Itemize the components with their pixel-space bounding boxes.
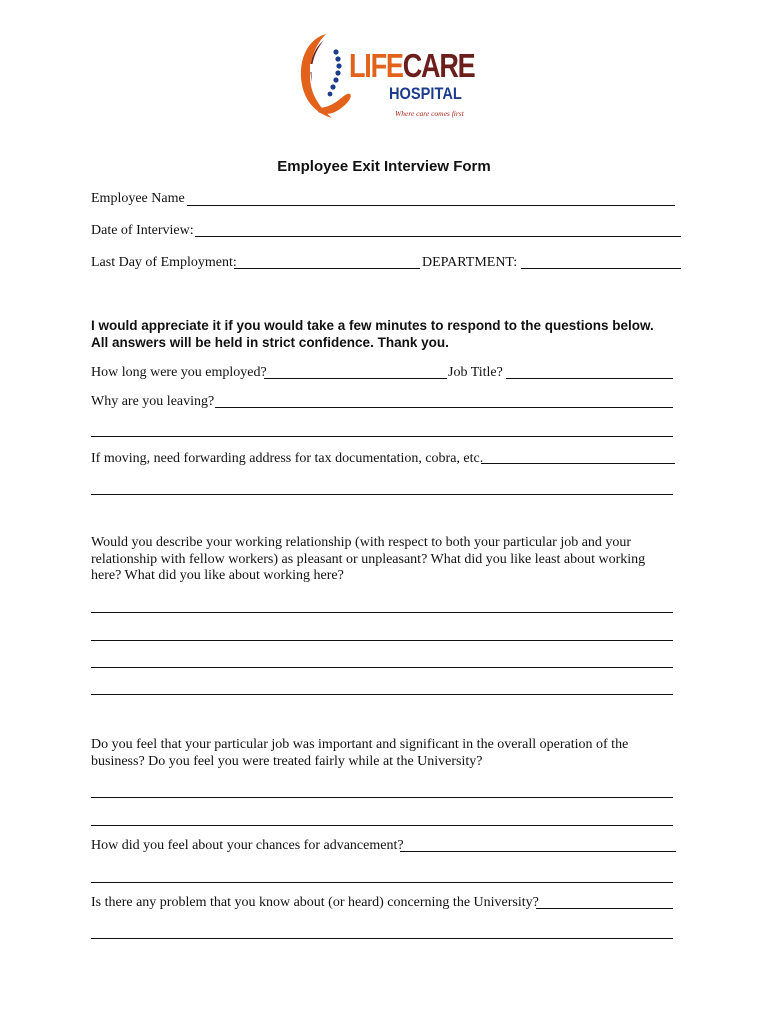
medical-cross-hand-icon <box>296 30 356 122</box>
advancement-answer-line[interactable] <box>91 882 673 883</box>
department-label: DEPARTMENT: <box>422 255 518 270</box>
logo-wordmark-part2: CARE <box>402 47 475 84</box>
logo-tagline: Where care comes first <box>395 109 464 118</box>
date-of-interview-field[interactable] <box>195 236 681 237</box>
logo-wordmark-part1: LIFE <box>349 47 403 84</box>
advancement-label: How did you feel about your chances for advancement? <box>91 838 404 853</box>
forwarding-address-label: If moving, need forwarding address for tax documentation, cobra, etc. <box>91 451 484 466</box>
how-long-field[interactable] <box>264 378 447 379</box>
problem-label: Is there any problem that you know about (or heard) concerning the University? <box>91 895 539 910</box>
last-day-label: Last Day of Employment: <box>91 255 237 270</box>
why-leaving-label: Why are you leaving? <box>91 394 215 409</box>
form-title: Employee Exit Interview Form <box>277 158 491 175</box>
department-field[interactable] <box>521 268 681 269</box>
last-day-field[interactable] <box>234 268 420 269</box>
relationship-answer-line[interactable] <box>91 640 673 641</box>
forwarding-address-field[interactable] <box>481 463 675 464</box>
relationship-answer-line[interactable] <box>91 667 673 668</box>
relationship-answer-line[interactable] <box>91 612 673 613</box>
problem-answer-line[interactable] <box>91 938 673 939</box>
intro-line-2: All answers will be held in strict confidence. Thank you. <box>91 335 449 350</box>
forwarding-address-answer-line[interactable] <box>91 494 673 495</box>
job-title-field[interactable] <box>506 378 673 379</box>
importance-answer-line[interactable] <box>91 797 673 798</box>
problem-field[interactable] <box>536 908 673 909</box>
employee-name-field[interactable] <box>187 205 675 206</box>
logo-wordmark <box>349 48 474 84</box>
job-title-label: Job Title? <box>448 365 503 380</box>
intro-line-1: I would appreciate it if you would take a few minutes to respond to the questions below. <box>91 318 654 333</box>
relationship-answer-line[interactable] <box>91 694 673 695</box>
logo-subname: HOSPITAL <box>389 84 462 103</box>
why-leaving-field[interactable] <box>215 407 673 408</box>
importance-answer-line[interactable] <box>91 825 673 826</box>
intro-text <box>91 317 691 351</box>
date-of-interview-label: Date of Interview: <box>91 223 194 238</box>
why-leaving-answer-line[interactable] <box>91 436 673 437</box>
how-long-label: How long were you employed? <box>91 365 267 380</box>
employee-name-label: Employee Name <box>91 191 185 206</box>
importance-question: Do you feel that your particular job was important and significant in the overall operation of the business? Do you feel you were treated fairly while at the University? <box>91 737 629 769</box>
advancement-field[interactable] <box>400 851 676 852</box>
relationship-question: Would you describe your working relationship (with respect to both your particular job and your relationship with fellow workers) as pleasant or unpleasant? What did you like least about working here? What did you like about working here? <box>91 535 646 583</box>
